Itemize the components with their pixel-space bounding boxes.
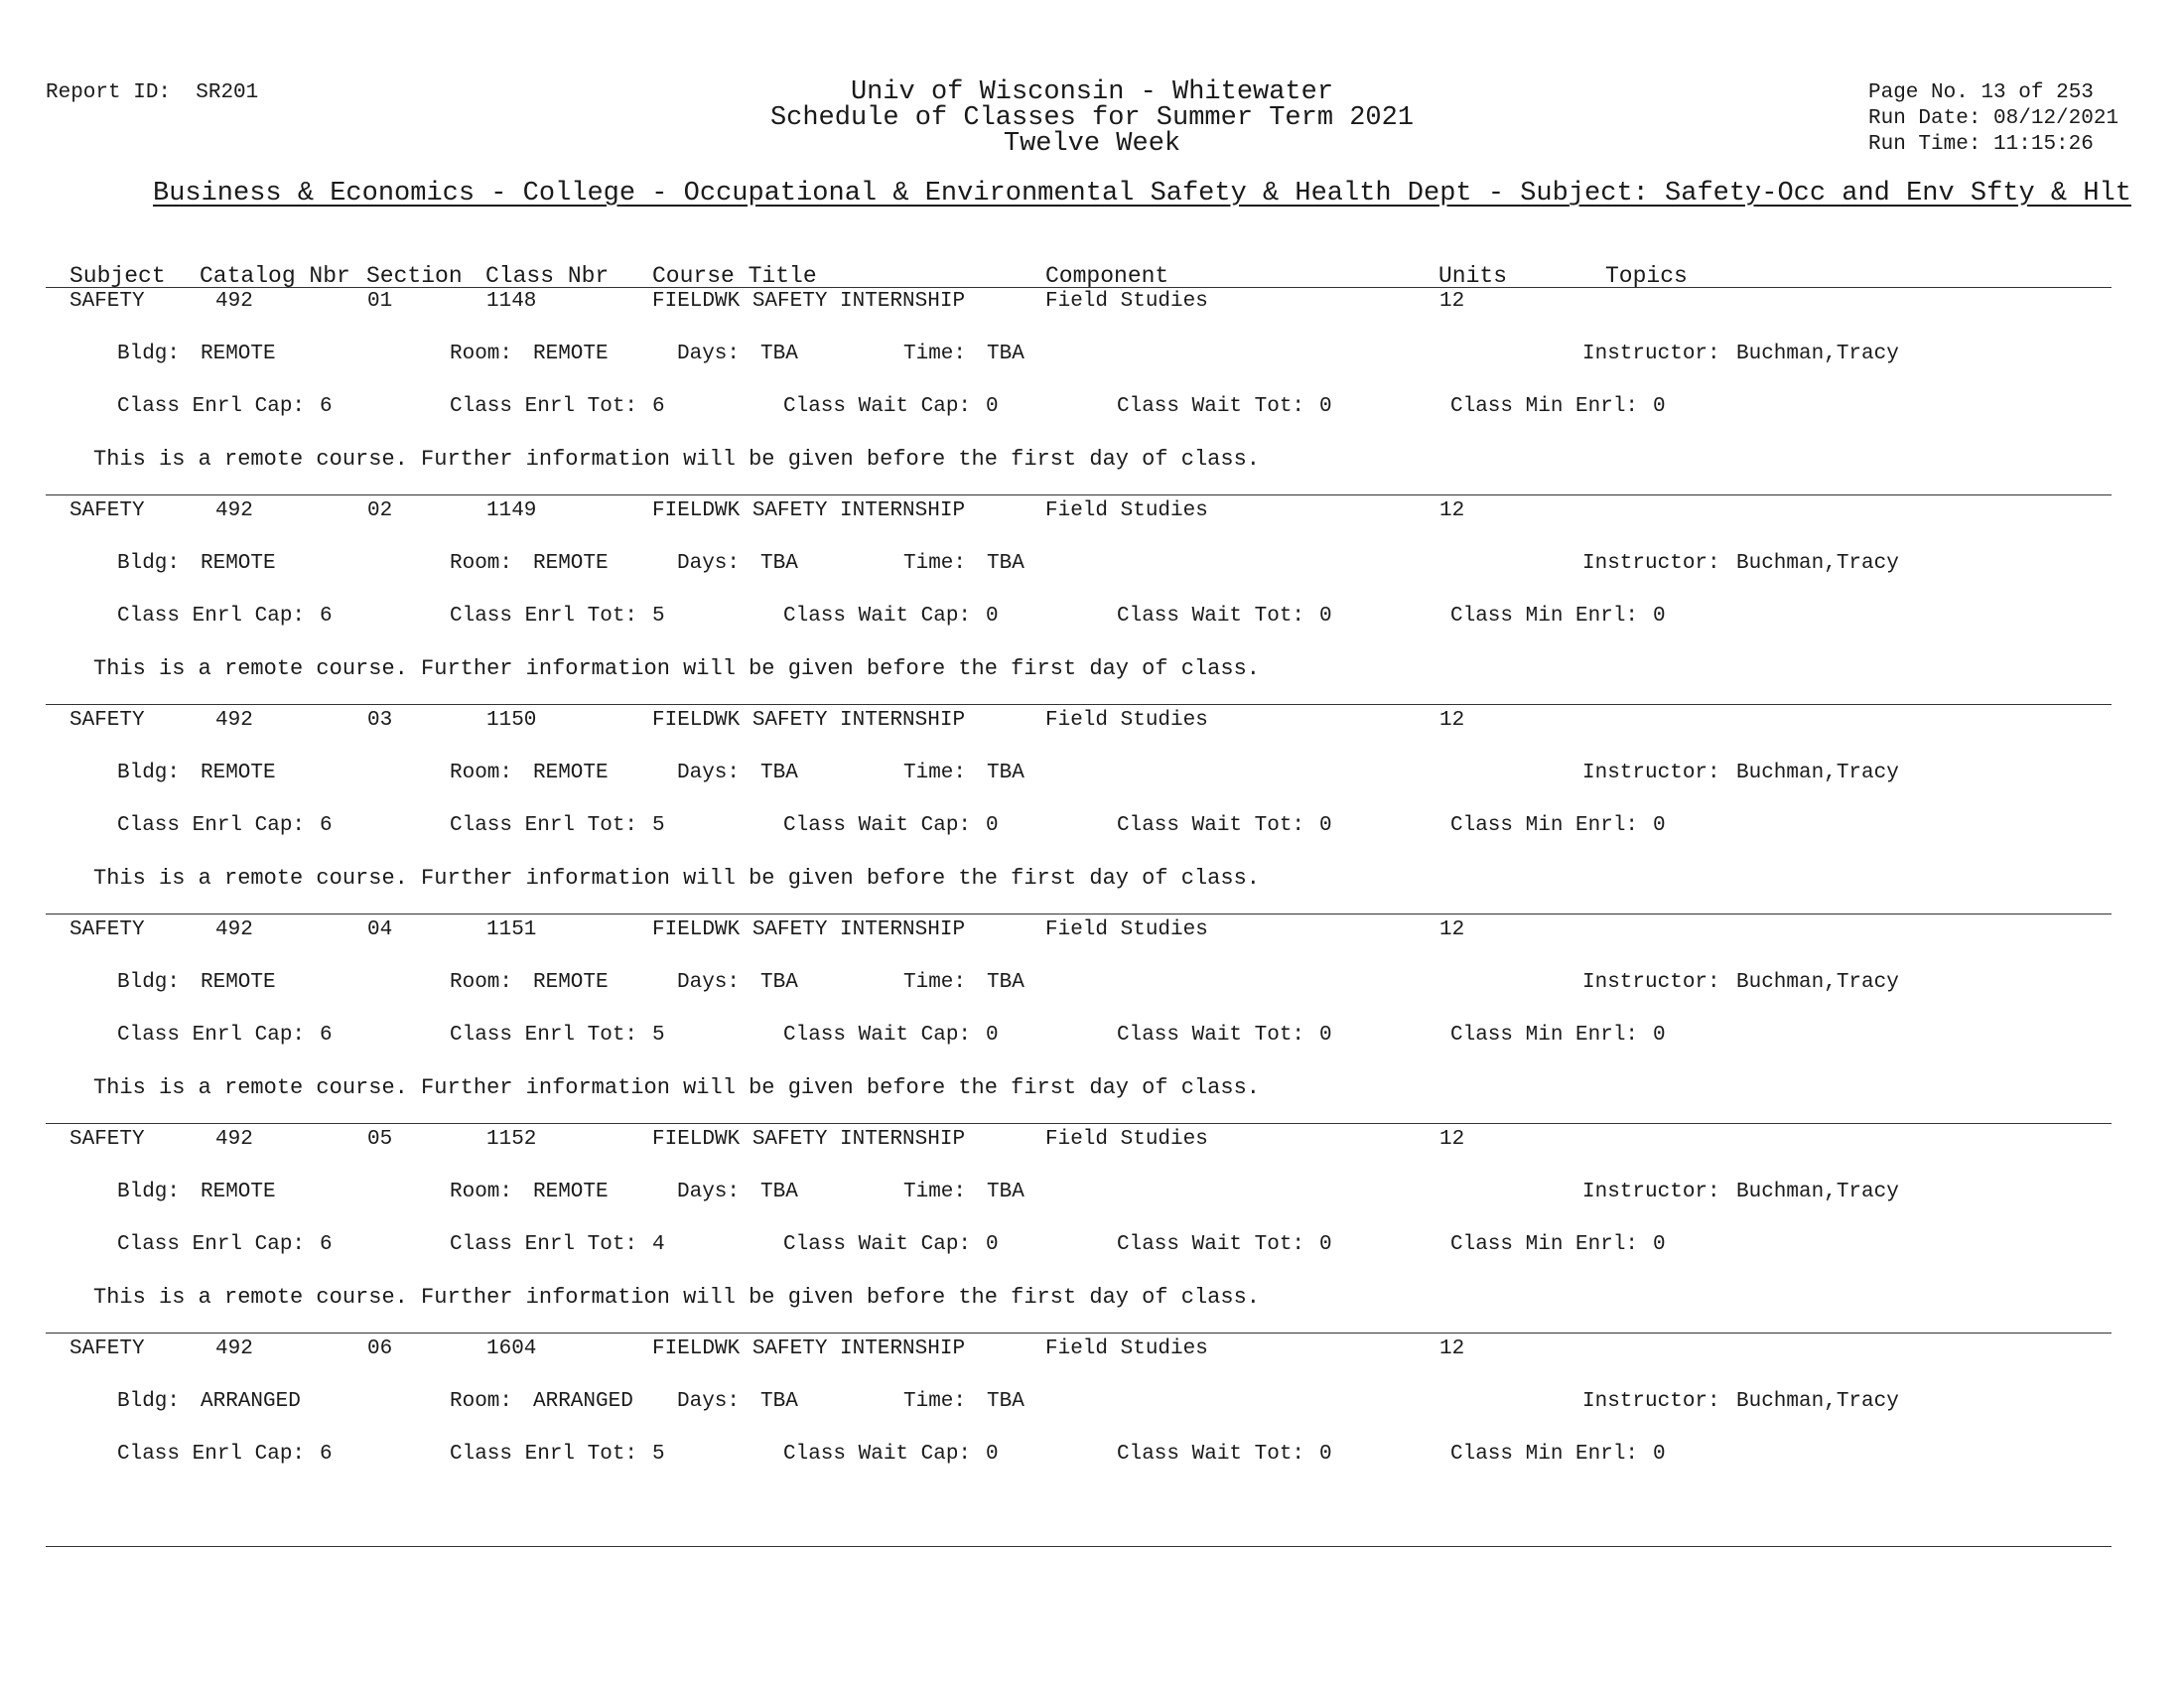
instructor-name: Buchman,Tracy (1736, 1390, 1899, 1413)
enrl-cap-value: 6 (320, 1024, 333, 1047)
enrl-cap-label: Class Enrl Cap: (117, 1233, 306, 1256)
enrl-cap-label: Class Enrl Cap: (117, 1024, 306, 1047)
instructor-name: Buchman,Tracy (1736, 1181, 1899, 1203)
col-topics: Topics (1605, 263, 1688, 289)
bldg-label: Bldg: (117, 762, 181, 784)
section-component: Field Studies (1045, 918, 1208, 941)
section-class-nbr: 1604 (486, 1337, 537, 1360)
section-class-nbr: 1151 (486, 918, 537, 941)
section-catalog-nbr: 492 (215, 1337, 253, 1360)
wait-tot-label: Class Wait Tot: (1117, 1024, 1305, 1047)
section-catalog-nbr: 492 (215, 499, 253, 522)
time-value: TBA (987, 552, 1024, 575)
enrl-cap-label: Class Enrl Cap: (117, 1443, 306, 1466)
min-enrl-value: 0 (1653, 605, 1666, 628)
instructor-label: Instructor: (1582, 552, 1720, 575)
min-enrl-label: Class Min Enrl: (1450, 395, 1639, 418)
enrl-tot-value: 6 (652, 395, 665, 418)
wait-tot-value: 0 (1319, 605, 1332, 628)
time-label: Time: (903, 552, 967, 575)
min-enrl-label: Class Min Enrl: (1450, 1024, 1639, 1047)
days-value: TBA (760, 1181, 798, 1203)
section-subject: SAFETY (69, 709, 145, 732)
instructor-name: Buchman,Tracy (1736, 343, 1899, 365)
page-of: of (2018, 81, 2044, 104)
wait-cap-label: Class Wait Cap: (783, 395, 972, 418)
section-class-nbr: 1150 (486, 709, 537, 732)
section-units: 12 (1439, 499, 1465, 522)
min-enrl-value: 0 (1653, 1443, 1666, 1466)
enrl-tot-label: Class Enrl Tot: (450, 1024, 638, 1047)
bldg-value: ARRANGED (201, 1390, 301, 1413)
section-course-title: FIELDWK SAFETY INTERNSHIP (652, 918, 966, 941)
session-name: Twelve Week (1003, 129, 1181, 159)
schedule-title: Schedule of Classes for Summer Term 2021 (769, 103, 1415, 133)
enrl-cap-value: 6 (320, 1233, 333, 1256)
time-value: TBA (987, 1390, 1024, 1413)
bldg-value: REMOTE (201, 762, 276, 784)
room-label: Room: (450, 1390, 513, 1413)
col-class-nbr: Class Nbr (485, 263, 610, 289)
room-label: Room: (450, 343, 513, 365)
min-enrl-label: Class Min Enrl: (1450, 814, 1639, 837)
section-subject: SAFETY (69, 499, 145, 522)
col-component: Component (1045, 263, 1169, 289)
section-catalog-nbr: 492 (215, 918, 253, 941)
days-value: TBA (760, 971, 798, 994)
time-label: Time: (903, 343, 967, 365)
wait-tot-value: 0 (1319, 1024, 1332, 1047)
wait-cap-label: Class Wait Cap: (783, 1443, 972, 1466)
wait-cap-label: Class Wait Cap: (783, 814, 972, 837)
section-component: Field Studies (1045, 709, 1208, 732)
wait-tot-value: 0 (1319, 1233, 1332, 1256)
section-divider (46, 704, 2112, 705)
col-units: Units (1438, 263, 1508, 289)
section-number: 02 (367, 499, 393, 522)
run-time (1868, 133, 2094, 156)
enrl-cap-value: 6 (320, 1443, 333, 1466)
section-divider (46, 1123, 2112, 1124)
instructor-name: Buchman,Tracy (1736, 552, 1899, 575)
enrl-tot-label: Class Enrl Tot: (450, 814, 638, 837)
days-value: TBA (760, 1390, 798, 1413)
wait-cap-value: 0 (986, 1233, 999, 1256)
section-divider (46, 1546, 2112, 1547)
section-units: 12 (1439, 709, 1465, 732)
section-subject: SAFETY (69, 1128, 145, 1151)
wait-tot-label: Class Wait Tot: (1117, 395, 1305, 418)
section-course-title: FIELDWK SAFETY INTERNSHIP (652, 1128, 966, 1151)
section-component: Field Studies (1045, 290, 1208, 313)
instructor-label: Instructor: (1582, 971, 1720, 994)
section-number: 05 (367, 1128, 393, 1151)
min-enrl-value: 0 (1653, 1024, 1666, 1047)
section-class-nbr: 1149 (486, 499, 537, 522)
wait-cap-label: Class Wait Cap: (783, 605, 972, 628)
days-label: Days: (677, 1390, 741, 1413)
report-subtitle: Business & Economics - College - Occupational & Environmental Safety & Health Dept - Subject: Safety-Occ and Env Sfty & Hlt (153, 179, 2131, 209)
enrl-tot-label: Class Enrl Tot: (450, 1233, 638, 1256)
enrl-cap-value: 6 (320, 395, 333, 418)
min-enrl-label: Class Min Enrl: (1450, 1233, 1639, 1256)
wait-cap-value: 0 (986, 1443, 999, 1466)
section-number: 06 (367, 1337, 393, 1360)
wait-tot-label: Class Wait Tot: (1117, 814, 1305, 837)
section-subject: SAFETY (69, 918, 145, 941)
col-catalog-nbr: Catalog Nbr (200, 263, 350, 289)
room-value: REMOTE (533, 971, 609, 994)
section-number: 01 (367, 290, 393, 313)
days-value: TBA (760, 552, 798, 575)
bldg-value: REMOTE (201, 343, 276, 365)
section-course-title: FIELDWK SAFETY INTERNSHIP (652, 499, 966, 522)
days-label: Days: (677, 762, 741, 784)
room-value: REMOTE (533, 343, 609, 365)
wait-cap-value: 0 (986, 814, 999, 837)
page-number-value: 13 (1980, 81, 2006, 104)
enrl-tot-value: 5 (652, 1024, 665, 1047)
wait-tot-label: Class Wait Tot: (1117, 1233, 1305, 1256)
run-date (1868, 107, 2118, 130)
min-enrl-label: Class Min Enrl: (1450, 1443, 1639, 1466)
instructor-name: Buchman,Tracy (1736, 762, 1899, 784)
section-units: 12 (1439, 1128, 1465, 1151)
time-label: Time: (903, 1390, 967, 1413)
wait-tot-label: Class Wait Tot: (1117, 605, 1305, 628)
col-course-title: Course Title (652, 263, 817, 289)
days-value: TBA (760, 343, 798, 365)
section-subject: SAFETY (69, 1337, 145, 1360)
wait-tot-label: Class Wait Tot: (1117, 1443, 1305, 1466)
run-date-label: Run Date: (1868, 107, 1981, 130)
bldg-value: REMOTE (201, 1181, 276, 1203)
section-course-title: FIELDWK SAFETY INTERNSHIP (652, 290, 966, 313)
enrl-tot-label: Class Enrl Tot: (450, 395, 638, 418)
enrl-cap-value: 6 (320, 605, 333, 628)
wait-cap-value: 0 (986, 1024, 999, 1047)
bldg-value: REMOTE (201, 971, 276, 994)
enrl-cap-value: 6 (320, 814, 333, 837)
section-course-title: FIELDWK SAFETY INTERNSHIP (652, 1337, 966, 1360)
section-units: 12 (1439, 290, 1465, 313)
enrl-cap-label: Class Enrl Cap: (117, 395, 306, 418)
room-label: Room: (450, 762, 513, 784)
bldg-label: Bldg: (117, 1390, 181, 1413)
time-label: Time: (903, 762, 967, 784)
run-time-label: Run Time: (1868, 133, 1981, 156)
page-label: Page No. (1868, 81, 1969, 104)
section-catalog-nbr: 492 (215, 290, 253, 313)
time-label: Time: (903, 1181, 967, 1203)
bldg-label: Bldg: (117, 552, 181, 575)
enrl-tot-value: 5 (652, 605, 665, 628)
wait-tot-value: 0 (1319, 1443, 1332, 1466)
instructor-name: Buchman,Tracy (1736, 971, 1899, 994)
section-number: 04 (367, 918, 393, 941)
page-total: 253 (2056, 81, 2094, 104)
wait-tot-value: 0 (1319, 814, 1332, 837)
wait-cap-value: 0 (986, 605, 999, 628)
section-note: This is a remote course. Further information will be given before the first day of class. (93, 447, 1260, 472)
bldg-label: Bldg: (117, 343, 181, 365)
report-id-value: SR201 (196, 81, 259, 104)
bldg-value: REMOTE (201, 552, 276, 575)
section-divider (46, 494, 2112, 495)
section-divider (46, 1333, 2112, 1334)
page-number (1868, 81, 2094, 104)
min-enrl-value: 0 (1653, 1233, 1666, 1256)
room-value: ARRANGED (533, 1390, 633, 1413)
section-units: 12 (1439, 1337, 1465, 1360)
days-label: Days: (677, 343, 741, 365)
instructor-label: Instructor: (1582, 343, 1720, 365)
time-label: Time: (903, 971, 967, 994)
section-units: 12 (1439, 918, 1465, 941)
report-id-label: Report ID: (46, 81, 172, 104)
min-enrl-label: Class Min Enrl: (1450, 605, 1639, 628)
run-time-value: 11:15:26 (1993, 133, 2094, 156)
wait-cap-label: Class Wait Cap: (783, 1024, 972, 1047)
col-section: Section (366, 263, 463, 289)
room-label: Room: (450, 552, 513, 575)
university-name: Univ of Wisconsin - Whitewater (850, 77, 1334, 107)
section-subject: SAFETY (69, 290, 145, 313)
col-subject: Subject (69, 263, 166, 289)
bldg-label: Bldg: (117, 971, 181, 994)
min-enrl-value: 0 (1653, 395, 1666, 418)
room-value: REMOTE (533, 762, 609, 784)
section-catalog-nbr: 492 (215, 1128, 253, 1151)
section-class-nbr: 1152 (486, 1128, 537, 1151)
section-catalog-nbr: 492 (215, 709, 253, 732)
time-value: TBA (987, 1181, 1024, 1203)
section-note: This is a remote course. Further information will be given before the first day of class. (93, 656, 1260, 681)
enrl-tot-value: 5 (652, 814, 665, 837)
wait-cap-label: Class Wait Cap: (783, 1233, 972, 1256)
header-rule (46, 287, 2112, 288)
instructor-label: Instructor: (1582, 1181, 1720, 1203)
section-course-title: FIELDWK SAFETY INTERNSHIP (652, 709, 966, 732)
section-component: Field Studies (1045, 1337, 1208, 1360)
enrl-cap-label: Class Enrl Cap: (117, 605, 306, 628)
run-date-value: 08/12/2021 (1993, 107, 2119, 130)
section-note: This is a remote course. Further information will be given before the first day of class. (93, 866, 1260, 891)
section-note: This is a remote course. Further information will be given before the first day of class. (93, 1075, 1260, 1100)
time-value: TBA (987, 762, 1024, 784)
bldg-label: Bldg: (117, 1181, 181, 1203)
enrl-cap-label: Class Enrl Cap: (117, 814, 306, 837)
instructor-label: Instructor: (1582, 1390, 1720, 1413)
enrl-tot-label: Class Enrl Tot: (450, 1443, 638, 1466)
time-value: TBA (987, 971, 1024, 994)
room-label: Room: (450, 971, 513, 994)
days-value: TBA (760, 762, 798, 784)
days-label: Days: (677, 971, 741, 994)
enrl-tot-value: 4 (652, 1233, 665, 1256)
instructor-label: Instructor: (1582, 762, 1720, 784)
enrl-tot-label: Class Enrl Tot: (450, 605, 638, 628)
min-enrl-value: 0 (1653, 814, 1666, 837)
section-note: This is a remote course. Further information will be given before the first day of class. (93, 1285, 1260, 1310)
room-value: REMOTE (533, 1181, 609, 1203)
room-label: Room: (450, 1181, 513, 1203)
days-label: Days: (677, 1181, 741, 1203)
wait-tot-value: 0 (1319, 395, 1332, 418)
enrl-tot-value: 5 (652, 1443, 665, 1466)
days-label: Days: (677, 552, 741, 575)
section-class-nbr: 1148 (486, 290, 537, 313)
section-component: Field Studies (1045, 1128, 1208, 1151)
time-value: TBA (987, 343, 1024, 365)
room-value: REMOTE (533, 552, 609, 575)
section-number: 03 (367, 709, 393, 732)
section-component: Field Studies (1045, 499, 1208, 522)
wait-cap-value: 0 (986, 395, 999, 418)
